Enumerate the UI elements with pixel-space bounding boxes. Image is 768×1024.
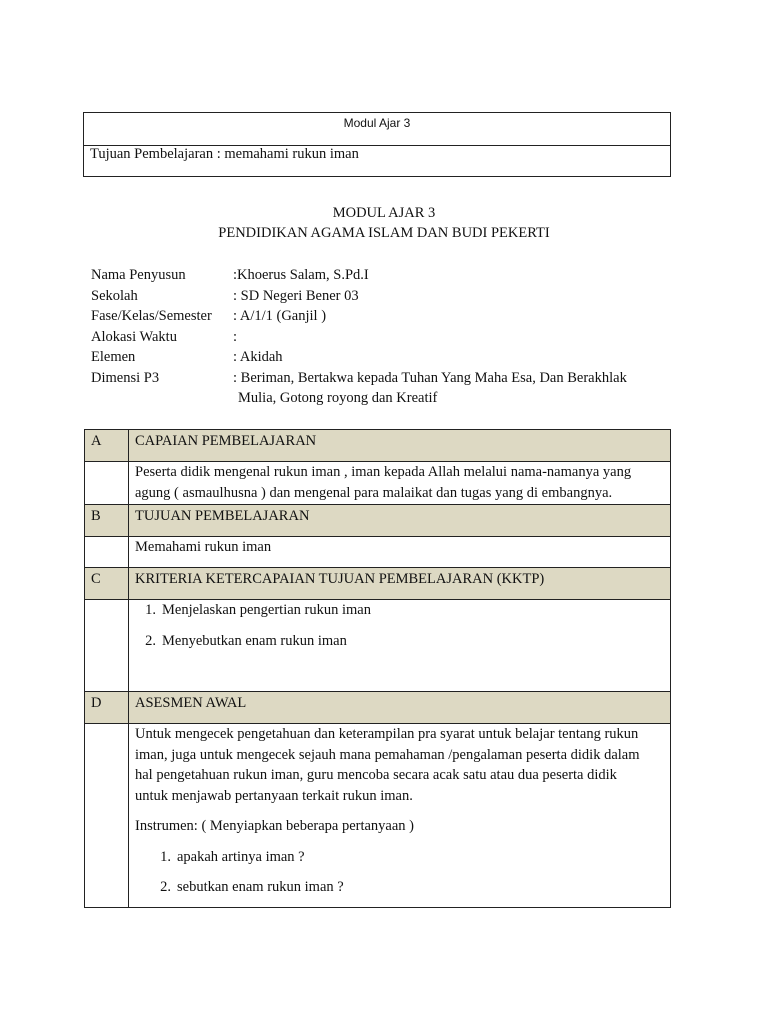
section-d-body (85, 724, 671, 908)
section-body: Memahami rukun iman (129, 537, 671, 568)
body-line: iman, juga untuk mengecek sejauh mana pemahaman /pengalaman peserta didik dalam (135, 746, 640, 763)
info-label: Dimensi P3 (91, 369, 160, 386)
list-text: apakah artinya iman ? (177, 848, 305, 865)
body-line: hal pengetahuan rukun iman, guru mencoba secara acak satu atau dua peserta didik (135, 767, 617, 783)
empty-cell (85, 600, 129, 692)
info-value-continuation: Mulia, Gotong royong dan Kreatif (238, 390, 438, 406)
section-letter: B (85, 505, 129, 537)
info-row-time (91, 327, 663, 348)
instrument-line: Instrumen: ( Menyiapkan beberapa pertanyaan ) (135, 818, 415, 834)
body-line: Untuk mengecek pengetahuan dan keterampilan pra syarat untuk belajar tentang rukun (135, 726, 639, 742)
module-table (84, 429, 671, 908)
section-heading: CAPAIAN PEMBELAJARAN (129, 430, 671, 462)
list-number: 1. (160, 848, 171, 865)
section-letter: D (85, 692, 129, 724)
list-item (150, 847, 664, 868)
list-text: sebutkan enam rukun iman ? (177, 879, 344, 895)
info-label: Nama Penyusun (91, 267, 186, 283)
doc-title-line2: PENDIDIKAN AGAMA ISLAM DAN BUDI PEKERTI (218, 225, 550, 241)
empty-cell (85, 462, 129, 505)
list-text: Menjelaskan pengertian rukun iman (162, 602, 371, 618)
info-value: : A/1/1 (Ganjil ) (233, 308, 327, 324)
doc-title-line1: MODUL AJAR 3 (332, 205, 436, 221)
empty-cell (85, 537, 129, 568)
info-value-line: : Beriman, Bertakwa kepada Tuhan Yang Maha Esa, Dan Berakhlak (233, 369, 627, 386)
section-body (129, 462, 671, 505)
section-c-body (85, 600, 671, 692)
info-value (233, 368, 663, 409)
info-label: Alokasi Waktu (91, 328, 177, 345)
section-body (129, 724, 671, 908)
question-list (135, 847, 664, 898)
info-row-school (91, 286, 663, 307)
list-item (150, 877, 664, 898)
info-value: : (233, 328, 238, 345)
section-a-body (85, 462, 671, 505)
section-b-header (85, 505, 671, 537)
header-box (83, 112, 671, 177)
section-c-header (85, 568, 671, 600)
section-heading: TUJUAN PEMBELAJARAN (129, 505, 671, 537)
body-line: Peserta didik mengenal rukun iman , iman kepada Allah melalui nama-namanya yang (135, 464, 632, 480)
section-d-header (85, 692, 671, 724)
body-line: untuk menjawab pertanyaan terkait rukun iman. (135, 787, 413, 804)
section-heading: ASESMEN AWAL (129, 692, 671, 724)
section-heading: KRITERIA KETERCAPAIAN TUJUAN PEMBELAJARAN (KKTP) (129, 568, 671, 600)
info-value: : Akidah (233, 349, 283, 365)
list-item (135, 600, 664, 621)
list-text: Menyebutkan enam rukun iman (162, 632, 347, 649)
section-letter: C (85, 568, 129, 600)
header-box-title: Modul Ajar 3 (84, 113, 671, 146)
section-a-header (85, 430, 671, 462)
body-line: agung ( asmaulhusna ) dan mengenal para malaikat dan tugas yang di embangnya. (135, 485, 613, 501)
identity-info (91, 265, 663, 409)
section-b-body (85, 537, 671, 568)
header-box-goal: Tujuan Pembelajaran : memahami rukun iman (84, 146, 671, 177)
info-label: Sekolah (91, 287, 138, 304)
section-body (129, 600, 671, 692)
empty-cell (85, 724, 129, 908)
criteria-list (135, 600, 664, 651)
list-number: 2. (145, 632, 156, 649)
info-value: : SD Negeri Bener 03 (233, 287, 359, 304)
info-row-author (91, 265, 663, 286)
list-number: 1. (145, 602, 156, 618)
info-row-dimension (91, 368, 663, 409)
info-label: Fase/Kelas/Semester (91, 308, 212, 324)
info-value: :Khoerus Salam, S.Pd.I (233, 267, 369, 283)
info-row-phase (91, 306, 663, 327)
info-label: Elemen (91, 349, 136, 365)
list-number: 2. (160, 879, 171, 895)
info-row-element (91, 347, 663, 368)
section-letter: A (85, 430, 129, 462)
list-item (135, 631, 664, 652)
